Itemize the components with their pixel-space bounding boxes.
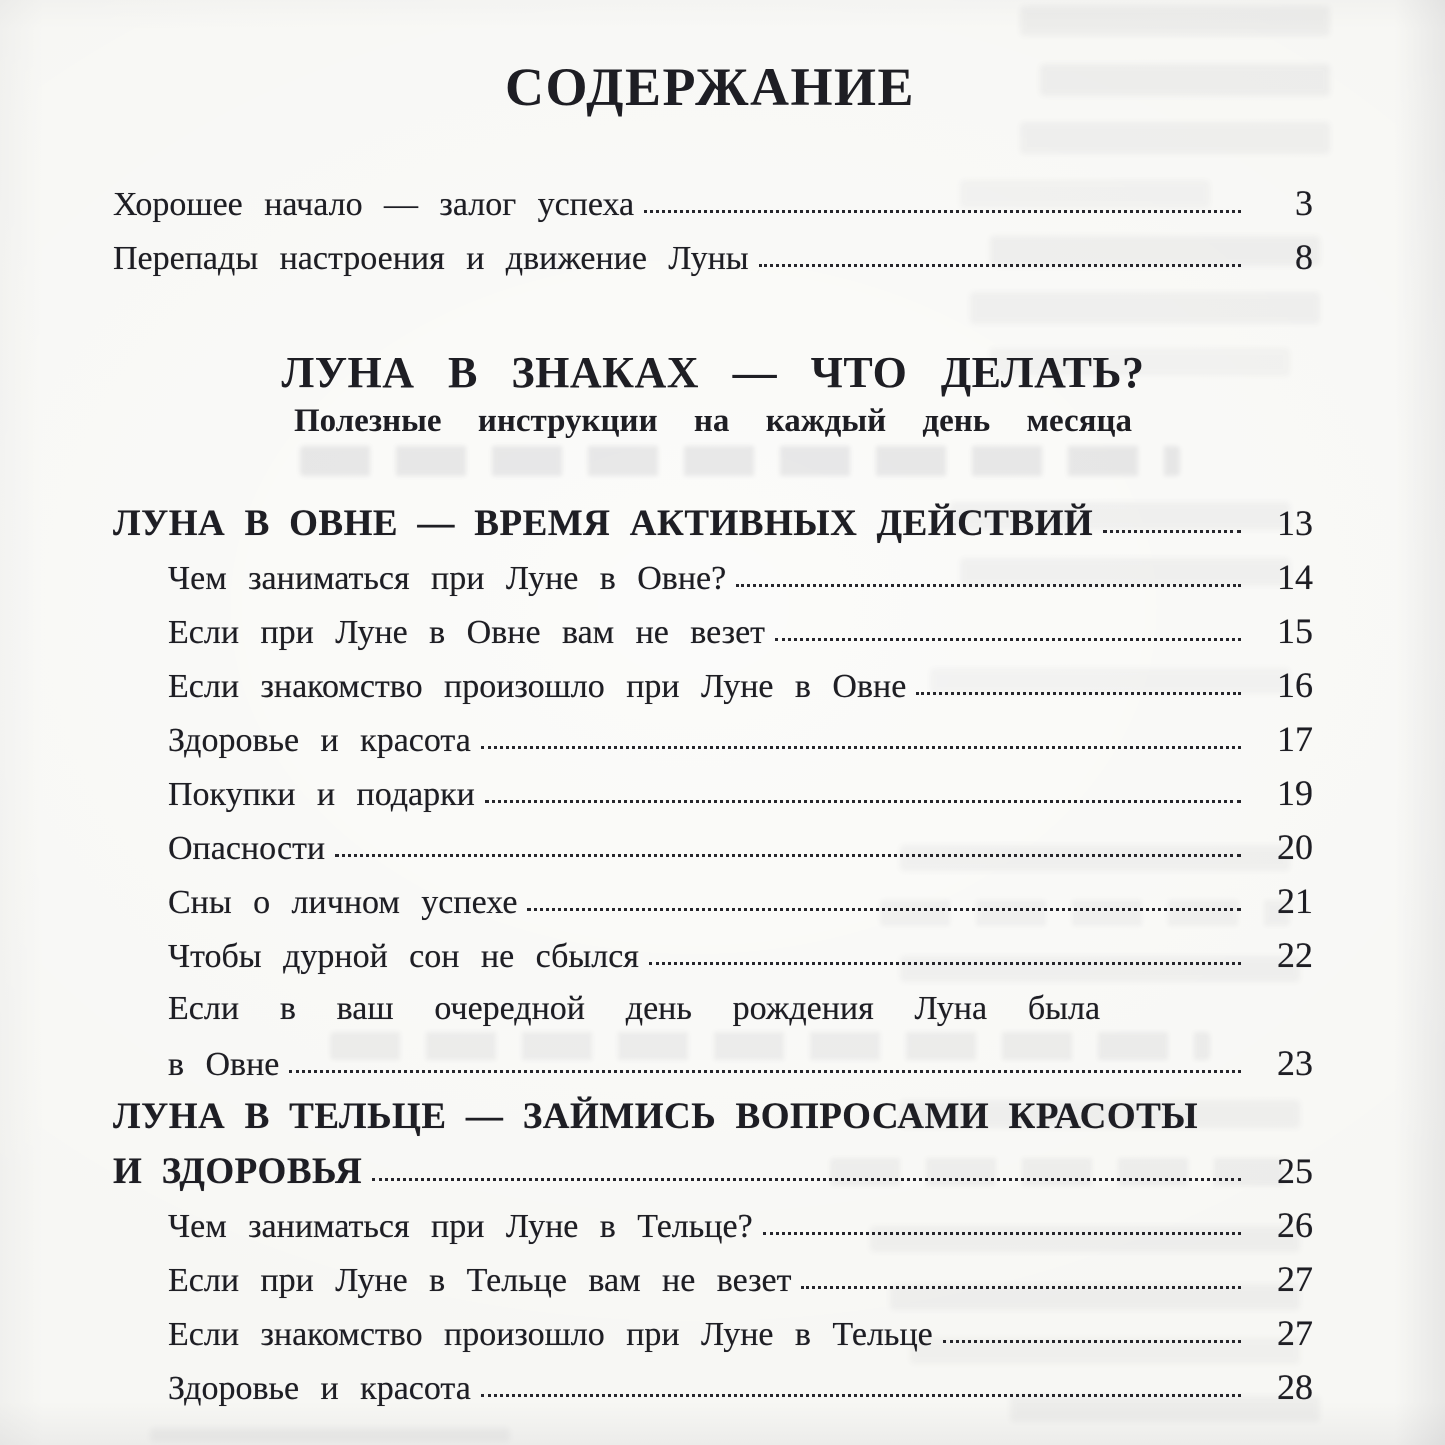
toc-entry-label: Если в ваш очередной день рождения Луна была <box>168 990 1101 1027</box>
toc-entry-label: ЛУНА В ТЕЛЬЦЕ — ЗАЙМИСЬ ВОПРОСАМИ КРАСОТЫ <box>113 1096 1199 1137</box>
toc-entry-page: 27 <box>1277 1313 1313 1353</box>
toc-entry-page: 15 <box>1277 611 1313 651</box>
toc-entry-label: Если знакомство произошло при Луне в Тельце <box>168 1316 933 1353</box>
toc-entry-label: Покупки и подарки <box>168 776 475 813</box>
toc-entry <box>113 820 1313 874</box>
dot-leader <box>763 1232 1241 1235</box>
toc-entry-label: в Овне <box>168 1046 280 1083</box>
toc-entry <box>113 604 1313 658</box>
toc-entry <box>113 1306 1313 1360</box>
toc-entry <box>113 1090 1313 1144</box>
toc-entry-page: 13 <box>1277 503 1313 543</box>
toc-intro-list <box>113 176 1313 284</box>
toc-entry <box>113 1036 1313 1090</box>
bleed-through-artifact <box>300 446 1180 476</box>
toc-entry-page: 3 <box>1295 183 1313 223</box>
toc-entry-page: 19 <box>1277 773 1313 813</box>
dot-leader <box>289 1070 1241 1073</box>
section-heading-line2: Полезные инструкции на каждый день месяца <box>293 403 1133 439</box>
toc-entry-label: Если при Луне в Тельце вам не везет <box>168 1262 792 1299</box>
toc-entry-label: И ЗДОРОВЬЯ <box>113 1151 363 1192</box>
toc-entry <box>113 982 1313 1036</box>
dot-leader <box>943 1340 1241 1343</box>
toc-entry-page: 17 <box>1277 719 1313 759</box>
section-heading-line1: ЛУНА В ЗНАКАХ — ЧТО ДЕЛАТЬ? <box>281 348 1145 397</box>
bleed-through-artifact <box>1020 6 1330 36</box>
toc-entry-label: Сны о личном успехе <box>168 884 518 921</box>
dot-leader <box>335 854 1241 857</box>
toc-entry-label: Если знакомство произошло при Луне в Овне <box>168 668 907 705</box>
toc-entry <box>113 658 1313 712</box>
toc-entry-page: 25 <box>1277 1151 1313 1191</box>
toc-entry <box>113 766 1313 820</box>
toc-entry <box>113 496 1313 550</box>
toc-entry-label: Хорошее начало — залог успеха <box>113 186 635 223</box>
toc-main-list <box>113 496 1313 1414</box>
toc-entry-label: Чем заниматься при Луне в Тельце? <box>168 1208 753 1245</box>
toc-entry <box>113 712 1313 766</box>
toc-entry-page: 20 <box>1277 827 1313 867</box>
dot-leader <box>485 800 1241 803</box>
dot-leader <box>481 1394 1241 1397</box>
toc-entry-label: Опасности <box>168 830 326 867</box>
dot-leader <box>527 908 1241 911</box>
dot-leader <box>775 638 1241 641</box>
toc-entry-page: 16 <box>1277 665 1313 705</box>
toc-entry-page: 27 <box>1277 1259 1313 1299</box>
toc-entry <box>113 230 1313 284</box>
toc-entry <box>113 1360 1313 1414</box>
toc-entry-page: 8 <box>1295 237 1313 277</box>
dot-leader <box>1103 530 1241 533</box>
dot-leader <box>801 1286 1241 1289</box>
toc-entry-label: Чем заниматься при Луне в Овне? <box>168 560 727 597</box>
toc-entry-page: 23 <box>1277 1043 1313 1083</box>
toc-entry-label: Чтобы дурной сон не сбылся <box>168 938 639 975</box>
toc-entry-label: Здоровье и красота <box>168 1370 471 1407</box>
toc-entry <box>113 874 1313 928</box>
toc-entry-page: 21 <box>1277 881 1313 921</box>
bleed-through-artifact <box>970 292 1320 324</box>
bleed-through-artifact <box>1020 122 1330 154</box>
toc-entry <box>113 550 1313 604</box>
toc-entry-label: ЛУНА В ОВНЕ — ВРЕМЯ АКТИВНЫХ ДЕЙСТВИЙ <box>113 503 1094 544</box>
toc-entry-page: 26 <box>1277 1205 1313 1245</box>
toc-entry-label: Здоровье и красота <box>168 722 471 759</box>
toc-entry-page: 14 <box>1277 557 1313 597</box>
section-heading <box>113 348 1313 444</box>
bleed-through-artifact <box>150 1428 510 1442</box>
toc-entry <box>113 176 1313 230</box>
dot-leader <box>644 210 1241 213</box>
toc-entry-page: 22 <box>1277 935 1313 975</box>
toc-entry-label: Если при Луне в Овне вам не везет <box>168 614 766 651</box>
toc-entry <box>113 1198 1313 1252</box>
toc-entry <box>113 1144 1313 1198</box>
dot-leader <box>916 692 1241 695</box>
toc-entry-label: Перепады настроения и движение Луны <box>113 240 749 277</box>
page-title: СОДЕРЖАНИЕ <box>505 57 915 117</box>
dot-leader <box>481 746 1241 749</box>
toc-entry-page: 28 <box>1277 1367 1313 1407</box>
dot-leader <box>736 584 1241 587</box>
dot-leader <box>372 1178 1241 1181</box>
toc-entry <box>113 1252 1313 1306</box>
dot-leader <box>649 962 1241 965</box>
toc-entry <box>113 928 1313 982</box>
dot-leader <box>759 264 1241 267</box>
